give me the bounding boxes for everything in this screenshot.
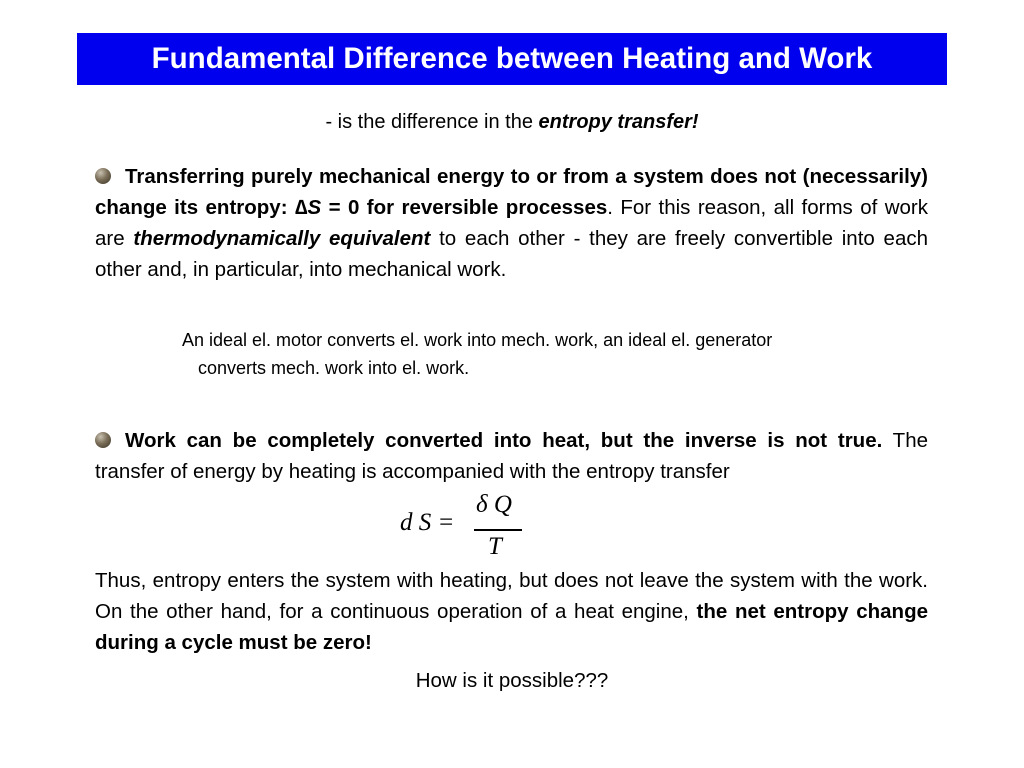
title-bar <box>77 33 947 85</box>
slide-title: Fundamental Difference between Heating and Work <box>151 42 873 75</box>
paragraph-heat-text: The transfer of energy by heating is accompanied with the entropy transfer <box>95 429 928 483</box>
delta-symbol: ∆ <box>294 196 308 219</box>
entropy-formula <box>400 491 530 566</box>
paragraph-cycle <box>95 565 928 658</box>
entropy-variable: S <box>307 196 322 219</box>
paragraph-cycle-bold: the net entropy change during a cycle must be zero! <box>95 600 929 654</box>
paragraph-work-text-2: to each other - they are freely convertible into each other and, in particular, into mechanical work. <box>95 227 928 281</box>
note-line-1: An ideal el. motor converts el. work into mech. work, an ideal el. generator <box>182 330 773 350</box>
fraction-bar <box>474 529 522 531</box>
formula-lhs: d S = <box>400 509 455 536</box>
sphere-bullet-icon <box>95 168 111 184</box>
note-line-2: converts mech. work into el. work. <box>198 358 470 378</box>
paragraph-work <box>95 161 928 285</box>
subtitle-emphasis: entropy transfer! <box>538 111 699 133</box>
motor-generator-note <box>182 326 942 382</box>
subtitle-prefix: - is the difference in the <box>325 111 539 133</box>
paragraph-work-emphasis: thermodynamically equivalent <box>133 227 431 250</box>
closing-question: How is it possible??? <box>415 669 609 692</box>
paragraph-cycle-text: Thus, entropy enters the system with heating, but does not leave the system with the work. On the other hand, for a continuous operation of a heat engine, <box>95 569 928 623</box>
paragraph-work-bold-2: = 0 for reversible processes <box>321 196 608 219</box>
formula-denominator: T <box>488 533 502 560</box>
paragraph-heat-bold: Work can be completely converted into heat, but the inverse is not true. <box>125 429 883 452</box>
paragraph-work-bold-1: Transferring purely mechanical energy to or from a system does not (necessarily) change its entropy: <box>95 165 928 219</box>
formula-numerator: δ Q <box>476 491 512 518</box>
paragraph-work-text-1: . For this reason, all forms of work are <box>95 196 929 250</box>
sphere-bullet-icon <box>95 432 111 448</box>
paragraph-heat <box>95 425 928 487</box>
subtitle <box>0 111 1024 134</box>
